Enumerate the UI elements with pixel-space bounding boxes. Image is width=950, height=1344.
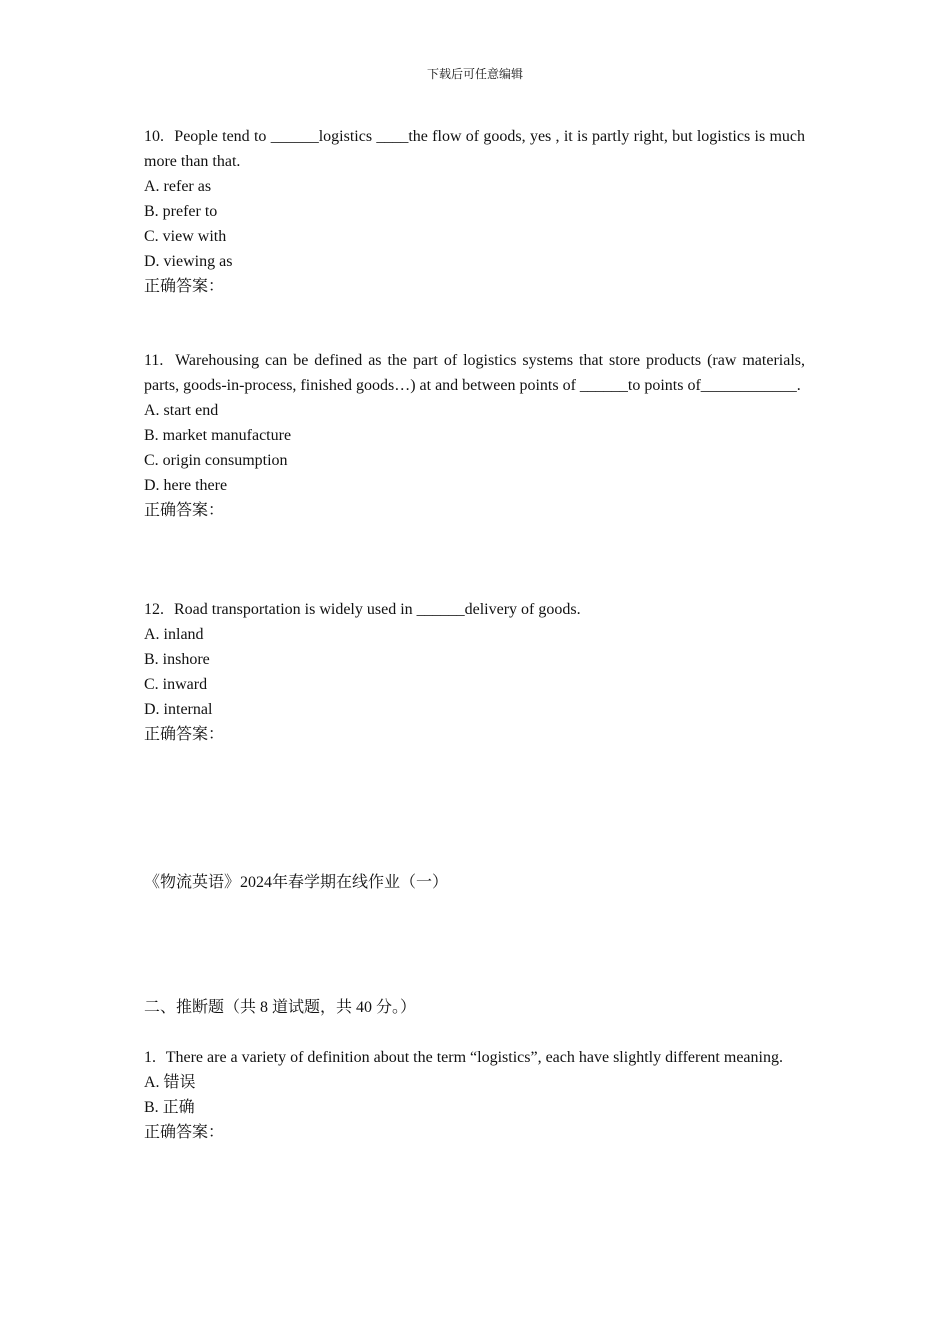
question-12 — [144, 597, 805, 747]
option-d: D. internal — [144, 701, 213, 718]
answer-label: 正确答案： — [144, 1124, 225, 1141]
option-d: D. viewing as — [144, 253, 233, 270]
question-text — [144, 348, 805, 398]
answer-label: 正确答案： — [144, 502, 225, 519]
section-title: 二、推断题（共 8 道试题，共 40 分。） — [144, 999, 417, 1016]
course-title: 《物流英语》2024年春学期在线作业（一） — [144, 874, 449, 891]
answer-label: 正确答案： — [144, 726, 225, 743]
question-number: 1. — [144, 1049, 156, 1066]
option-c: C. inward — [144, 676, 208, 693]
option-b: B. market manufacture — [144, 427, 292, 444]
question-text — [144, 597, 805, 622]
question-number: 10. — [144, 128, 164, 145]
question-number: 12. — [144, 601, 164, 618]
question-text — [144, 124, 805, 174]
question-11 — [144, 348, 805, 523]
question-stem: Road transportation is widely used in ______delivery of goods. — [174, 601, 581, 618]
answer-label: 正确答案： — [144, 278, 225, 295]
option-c: C. origin consumption — [144, 452, 288, 469]
question-stem: People tend to ______logistics ____the flow of goods, yes , it is partly right, but logistics is much more than that. — [144, 128, 806, 170]
option-a: A. start end — [144, 402, 219, 419]
option-b: B. 正确 — [144, 1099, 195, 1116]
option-c: C. view with — [144, 228, 227, 245]
page-header-note: 下载后可任意编辑 — [426, 67, 523, 81]
option-b: B. inshore — [144, 651, 210, 668]
question-text — [144, 1045, 805, 1070]
option-a: A. 错误 — [144, 1074, 196, 1091]
question-stem: There are a variety of definition about the term “logistics”, each have slightly different meaning. — [165, 1049, 783, 1066]
option-d: D. here there — [144, 477, 228, 494]
option-b: B. prefer to — [144, 203, 218, 220]
judgment-question-1 — [144, 1045, 805, 1145]
question-stem: Warehousing can be defined as the part of logistics systems that store products (raw materials, parts, goods-in-process, finished goods…) at and between points of ______to points of____________. — [144, 352, 805, 394]
question-number: 11. — [144, 352, 164, 369]
option-a: A. refer as — [144, 178, 212, 195]
option-a: A. inland — [144, 626, 204, 643]
question-10 — [144, 124, 805, 299]
